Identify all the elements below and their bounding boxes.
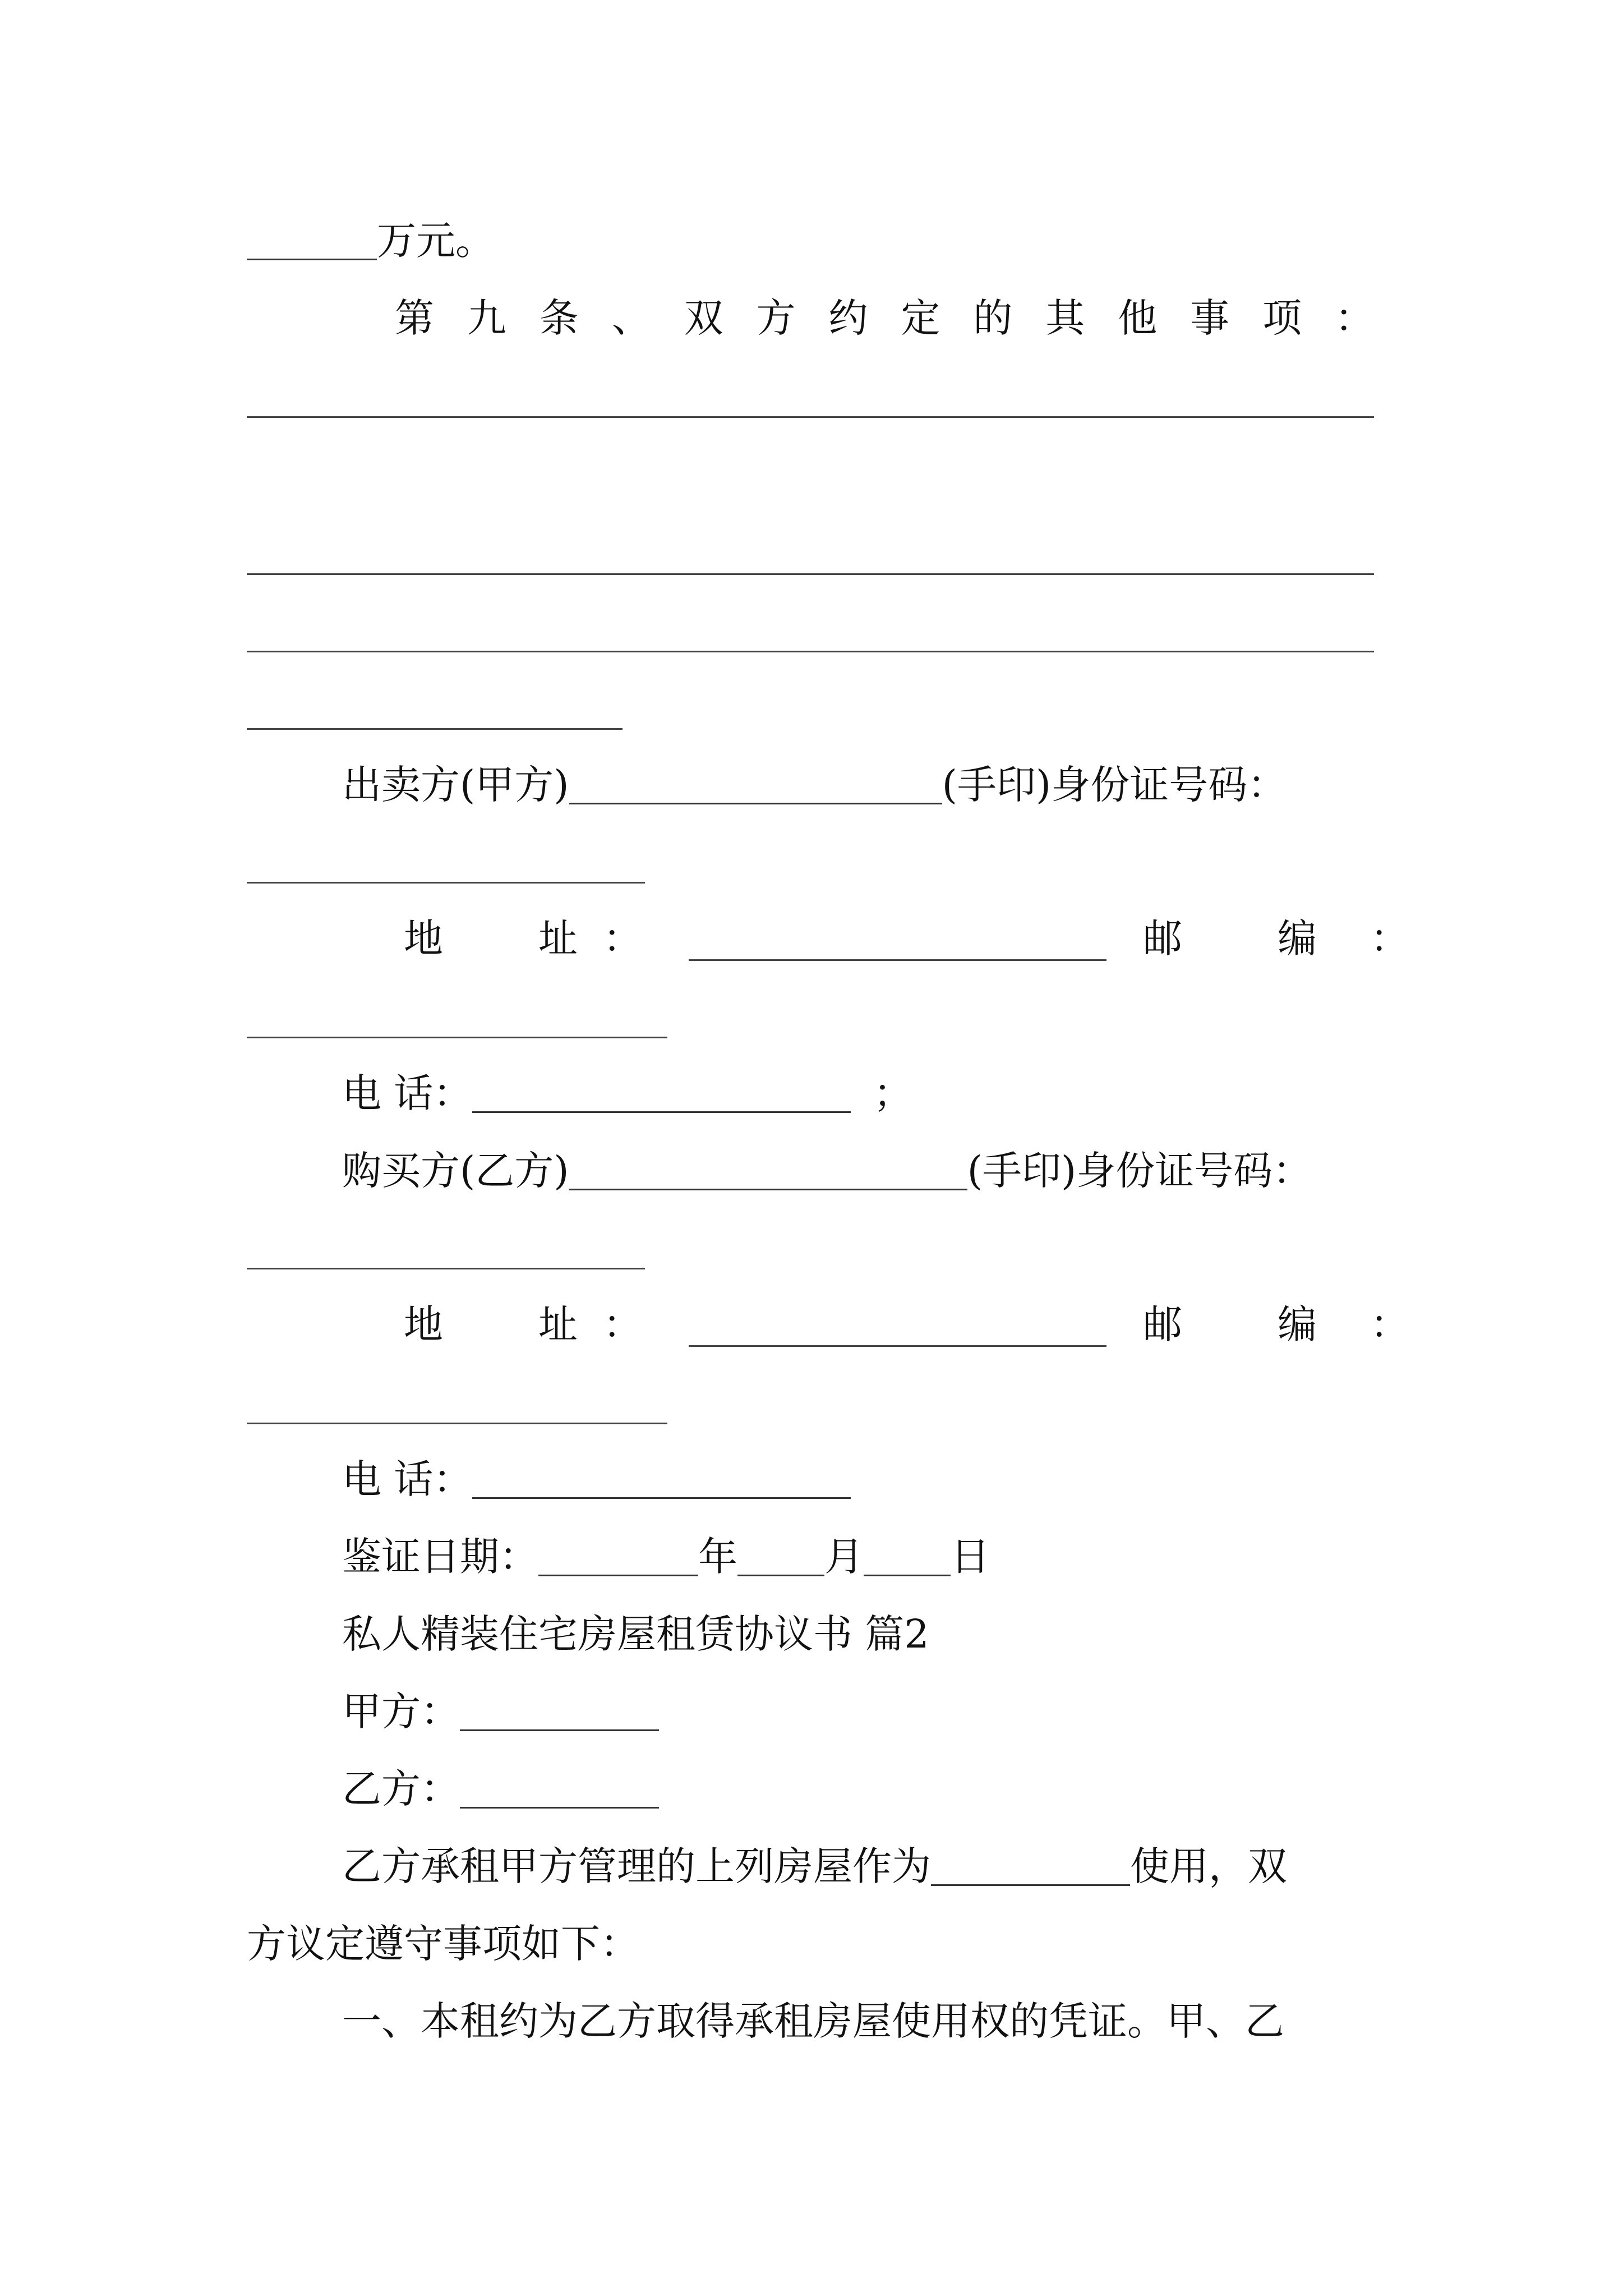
seller-phone-line bbox=[342, 1070, 913, 1116]
art9-char: 第 bbox=[395, 295, 434, 341]
buyer-name-blank bbox=[569, 1155, 967, 1190]
seller-address-blank bbox=[689, 959, 1106, 961]
buyer-line bbox=[342, 1148, 1312, 1194]
article-9-heading bbox=[395, 295, 1374, 341]
usage-line-2: 方议定遵守事项如下： bbox=[247, 1921, 639, 1967]
seller-postcode-blank bbox=[247, 1037, 667, 1038]
seller-label: 出卖方(甲方) bbox=[342, 762, 569, 808]
party-b-line: 乙方： bbox=[342, 1769, 659, 1809]
buyer-postcode-label: 邮 编 ： bbox=[1143, 1301, 1409, 1347]
art9-char: 九 bbox=[467, 295, 506, 341]
blank-line bbox=[247, 416, 1374, 418]
buyer-label: 购买方(乙方) bbox=[342, 1148, 569, 1194]
art9-char: 条 bbox=[539, 295, 579, 341]
art9-char: 、 bbox=[611, 295, 651, 341]
party-b-blank bbox=[460, 1773, 659, 1809]
buyer-id-blank bbox=[247, 1268, 645, 1269]
verify-date-label: 鉴证日期： bbox=[342, 1534, 538, 1580]
amount-blank bbox=[247, 225, 377, 260]
amount-line bbox=[247, 218, 495, 264]
buyer-phone-blank bbox=[472, 1464, 851, 1499]
party-a-blank bbox=[460, 1696, 659, 1731]
art9-char: 的 bbox=[973, 295, 1013, 341]
buyer-id-label: (手印)身份证号码： bbox=[967, 1148, 1312, 1194]
day-blank bbox=[864, 1541, 951, 1576]
usage-blank bbox=[931, 1851, 1130, 1886]
seller-id-label: (手印)身份证号码： bbox=[942, 762, 1287, 808]
seller-id-blank bbox=[247, 882, 645, 884]
art9-char: ： bbox=[1334, 295, 1374, 341]
verify-date-line: 鉴证日期： 年 月 日 bbox=[342, 1534, 990, 1580]
art9-char: 双 bbox=[684, 295, 723, 341]
month-blank bbox=[737, 1541, 824, 1576]
seller-postcode-label: 邮 编 ： bbox=[1143, 915, 1409, 961]
phone-label: 电 话： bbox=[342, 1070, 473, 1116]
seller-name-blank bbox=[569, 769, 942, 804]
buyer-phone-line bbox=[342, 1456, 851, 1502]
year-blank bbox=[538, 1541, 698, 1576]
blank-line bbox=[247, 651, 1374, 652]
seller-line bbox=[342, 762, 1287, 808]
buyer-postcode-blank bbox=[247, 1423, 667, 1424]
semicolon: ； bbox=[873, 1070, 913, 1116]
seller-phone-blank bbox=[472, 1078, 851, 1113]
seller-addr-label: 地 址 ： bbox=[404, 915, 642, 961]
buyer-addr-label: 地 址 ： bbox=[404, 1301, 642, 1347]
buyer-address-blank bbox=[689, 1345, 1106, 1347]
art9-char: 事 bbox=[1190, 295, 1230, 341]
art9-char: 其 bbox=[1045, 295, 1085, 341]
blank-line bbox=[247, 573, 1374, 575]
amount-suffix: 万元。 bbox=[377, 218, 495, 264]
art9-char: 定 bbox=[901, 295, 940, 341]
art9-char: 项 bbox=[1262, 295, 1302, 341]
party-a-line: 甲方： bbox=[342, 1692, 659, 1731]
clause-1: 一、本租约为乙方取得承租房屋使用权的凭证。甲、乙 bbox=[342, 1998, 1284, 2044]
art9-char: 方 bbox=[756, 295, 796, 341]
phone-label: 电 话： bbox=[342, 1456, 473, 1502]
art9-char: 约 bbox=[828, 295, 868, 341]
art9-char: 他 bbox=[1118, 295, 1158, 341]
blank-line bbox=[247, 728, 623, 730]
usage-line-1: 乙方承租甲方管理的上列房屋作为 使用，双 bbox=[342, 1843, 1287, 1889]
section-2-title: 私人精装住宅房屋租赁协议书 篇2 bbox=[342, 1611, 929, 1657]
